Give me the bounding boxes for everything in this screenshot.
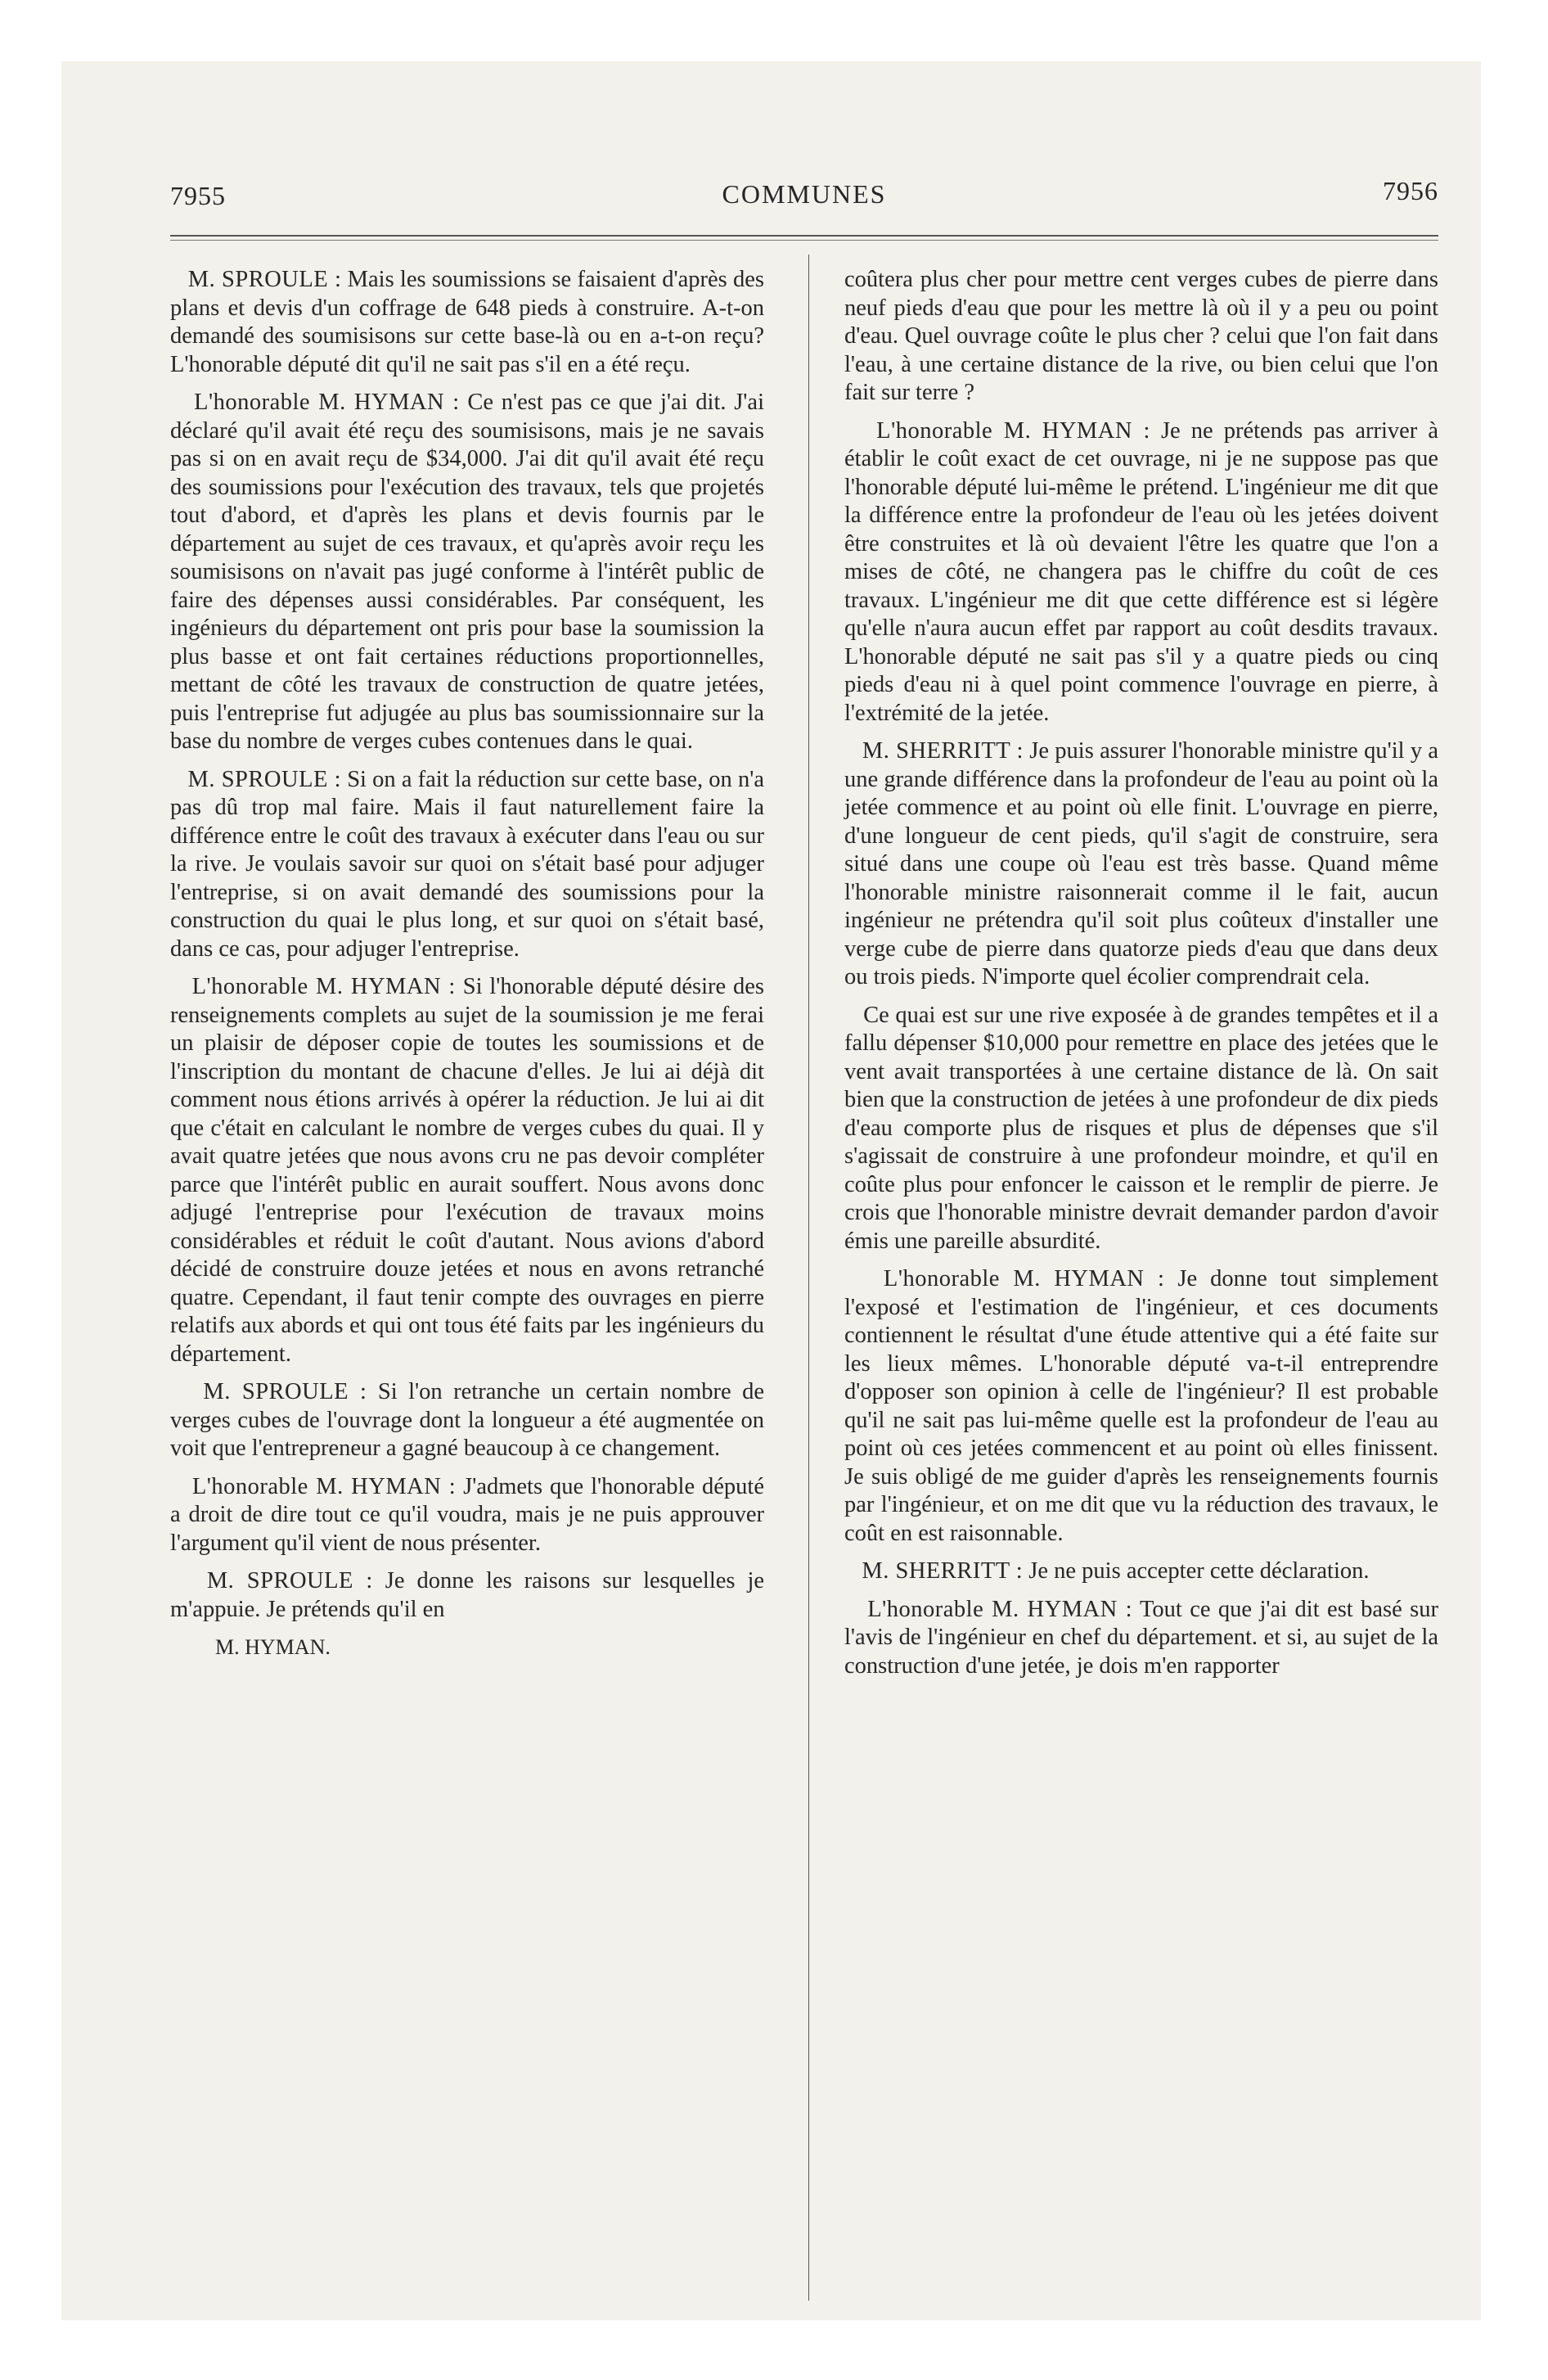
paragraph	[844, 1265, 1438, 1548]
paragraph-text: Si l'on retranche un certain nombre de verges cubes de l'ouvrage dont la longueur a été augmentée on voit que l'entrepreneur a gagné beaucoup à ce changement.	[170, 1379, 764, 1461]
speaker-name: M. SPROULE :	[187, 766, 341, 792]
page-header	[170, 176, 1438, 233]
paragraph	[170, 266, 764, 379]
paragraph-text: Mais les soumissions se faisaient d'après des plans et devis d'un coffrage de 648 pieds à construire. A-t-on demandé des soumisisons sur cette base-là ou en a-t-on reçu? L'honorable député dit qu'il ne sait pas s'il en a été reçu.	[170, 267, 765, 377]
speaker-name: M. SHERRITT :	[862, 738, 1024, 764]
page-number-right: 7956	[1383, 176, 1438, 205]
paragraph-text: Je ne puis accepter cette déclaration.	[1028, 1558, 1370, 1584]
speaker-name: L'honorable M. HYMAN :	[867, 1596, 1133, 1622]
paragraph-text: coûtera plus cher pour mettre cent verges cubes de pierre dans neuf pieds d'eau que pour les mettre là où il y a peu ou point d'eau. Quel ouvrage coûte le plus cher ? celui que l'on fait dans l'eau, à une certaine distance de la rive, ou bien celui que l'on fait sur terre ?	[844, 267, 1438, 405]
paragraph	[844, 417, 1438, 728]
header-rule	[170, 233, 1438, 245]
paragraph	[844, 1596, 1438, 1681]
speaker-name: L'honorable M. HYMAN :	[191, 1473, 457, 1499]
paragraph	[844, 737, 1438, 992]
paragraph	[170, 1567, 764, 1624]
paragraph	[170, 973, 764, 1368]
left-column	[170, 266, 764, 1690]
paragraph	[170, 1378, 764, 1463]
speaker-name: M. SHERRITT :	[862, 1558, 1024, 1584]
page-number-left: 7955	[170, 181, 226, 210]
paragraph-text: J'admets que l'honorable député a droit de dire tout ce qu'il voudra, mais je ne puis approuver l'argument qu'il vient de nous présenter.	[170, 1473, 764, 1556]
speaker-name: M. SPROULE :	[203, 1379, 367, 1404]
paragraph-text: Je donne tout simplement l'exposé et l'estimation de l'ingénieur, et ces documents contiennent le résultat d'une étude attentive qui a été faite sur les lieux mêmes. L'honorable député va-t-il entreprendre d'opposer son opinion à celle de l'ingénieur? Il est probable qu'il ne sait pas lui-même quelle est la profondeur de l'eau au point où ces jetées commencent et au point où elles finissent. Je suis obligé de me guider d'après les renseignements fournis par l'ingénieur, et on me dit que vu la réduction des travaux, le coût en est raisonnable.	[844, 1266, 1439, 1546]
paragraph-text: Je donne les raisons sur lesquelles je m'appuie. Je prétends qu'il en	[170, 1568, 765, 1622]
page	[170, 176, 1438, 1690]
paragraph-text: Ce n'est pas ce que j'ai dit. J'ai déclaré qu'il avait été reçu des soumisisons, mais je ne savais pas si on en avait reçu de $34,000. J'ai dit qu'il avait été reçu des soumissions pour l'exécution des travaux, tels que projetés tout d'abord, et d'après les plans et devis fournis par le département au sujet de ces travaux, et qu'après avoir reçu les soumisisons on n'avait pas jugé conforme à l'intérêt public de faire des dépenses aussi considérables. Par conséquent, les ingénieurs du département ont pris pour base la soumission la plus basse et ont fait certaines réductions proportionnelles, mettant de côté les travaux de construction de quatre jetées, puis l'entreprise fut adjugée au plus bas soumissionnaire sur la base du nombre de verges cubes contenues dans le quai.	[170, 390, 765, 754]
speaker-name: M. SPROULE :	[187, 267, 342, 292]
paragraph	[170, 389, 764, 756]
paragraph	[170, 1473, 764, 1558]
speaker-name: L'honorable M. HYMAN :	[191, 974, 456, 999]
paragraph	[844, 266, 1438, 408]
paragraph	[170, 766, 764, 964]
paragraph-text: Je ne prétends pas arriver à établir le coût exact de cet ouvrage, ni je ne suppose pas que l'honorable député lui-même le prétend. L'ingénieur me dit que la différence entre la profondeur de l'eau où les jetées doivent être construites et là où devaient l'être les quatre que l'on a mises de côté, ne changera pas le chiffre du coût de ces travaux. L'ingénieur me dit que cette différence est si légère qu'elle n'aura aucun effet par rapport au coût desdits travaux. L'honorable député ne sait pas s'il y a quatre pieds ou cinq pieds d'eau ni à quel point commence l'ouvrage en pierre, à l'extrémité de la jetée.	[844, 417, 1438, 726]
paragraph-text: Si l'honorable député désire des renseignements complets au sujet de la soumission je me ferai un plaisir de déposer copie de toutes les soumissions et de l'inscription du montant de chacune d'elles. Je lui ai déjà dit comment nous étions arrivés à opérer la réduction. Je lui ai dit que c'était en calculant le nombre de verges cubes du quai. Il y avait quatre jetées que nous avons cru ne pas devoir compléter parce que l'intérêt public en aurait souffert. Nous avons donc adjugé l'entreprise pour l'exécution de travaux moins considérables et réduit le coût d'autant. Nous avions d'abord décidé de construire douze jetées et nous en avons retranché quatre. Cependant, il faut tenir compte des ouvrages en pierre relatifs aux abords et qui ont tous été faits par les ingénieurs du département.	[170, 974, 765, 1367]
column-signoff: M. HYMAN.	[215, 1635, 331, 1659]
speaker-name: L'honorable M. HYMAN :	[194, 390, 460, 415]
right-column	[844, 266, 1438, 1690]
column-divider	[808, 255, 809, 2301]
speaker-name: L'honorable M. HYMAN :	[883, 1266, 1165, 1291]
paragraph-text: Ce quai est sur une rive exposée à de grandes tempêtes et il a fallu dépenser $10,000 pour remettre en place des jetées que le vent avait transportées à une certaine distance de là. On sait bien que la construction de jetées à une profondeur de dix pieds d'eau comporte plus de risques et plus de dépenses que s'il s'agissait de construire à une profondeur moindre, et qu'il en coûte plus pour enfoncer le caisson et le remplir de pierre. Je crois que l'honorable ministre devrait demander pardon d'avoir émis une pareille absurdité.	[844, 1002, 1438, 1254]
paragraph-text: Je puis assurer l'honorable ministre qu'il y a une grande différence dans la profondeur de l'eau au point où la jetée commence et au point où elle finit. L'ouvrage en pierre, d'une longueur de cent pieds, qu'il s'agit de construire, sera situé dans une coupe où l'eau est très basse. Quand même l'honorable ministre raisonnerait comme il le fait, aucun ingénieur ne prétendra qu'il soit plus coûteux d'installer une verge cube de pierre dans quatorze pieds d'eau que dans deux ou trois pieds. N'importe quel écolier comprendrait cela.	[844, 738, 1439, 989]
header-rule-thick	[170, 235, 1438, 237]
speaker-name: M. SPROULE :	[206, 1568, 373, 1593]
paragraph	[844, 1557, 1438, 1586]
paragraph	[844, 1002, 1438, 1256]
speaker-name: L'honorable M. HYMAN :	[876, 417, 1150, 444]
paragraph-text: Si on a fait la réduction sur cette base, on n'a pas dû trop mal faire. Mais il faut naturellement faire la différence entre le coût des travaux à exécuter dans l'eau ou sur la rive. Je voulais savoir sur quoi on s'était basé pour adjuger l'entreprise, si on avait demandé des soumissions pour la construction du quai le plus long, et sur quoi on s'était basé, dans ce cas, pour adjuger l'entreprise.	[170, 766, 765, 962]
two-column-body	[170, 266, 1438, 1690]
page-title: COMMUNES	[722, 179, 887, 209]
header-rule-thin	[170, 240, 1438, 241]
paragraph-text: Tout ce que j'ai dit est basé sur l'avis de l'ingénieur en chef du département. et si, au sujet de la construction d'une jetée, je dois m'en rapporter	[844, 1596, 1438, 1679]
